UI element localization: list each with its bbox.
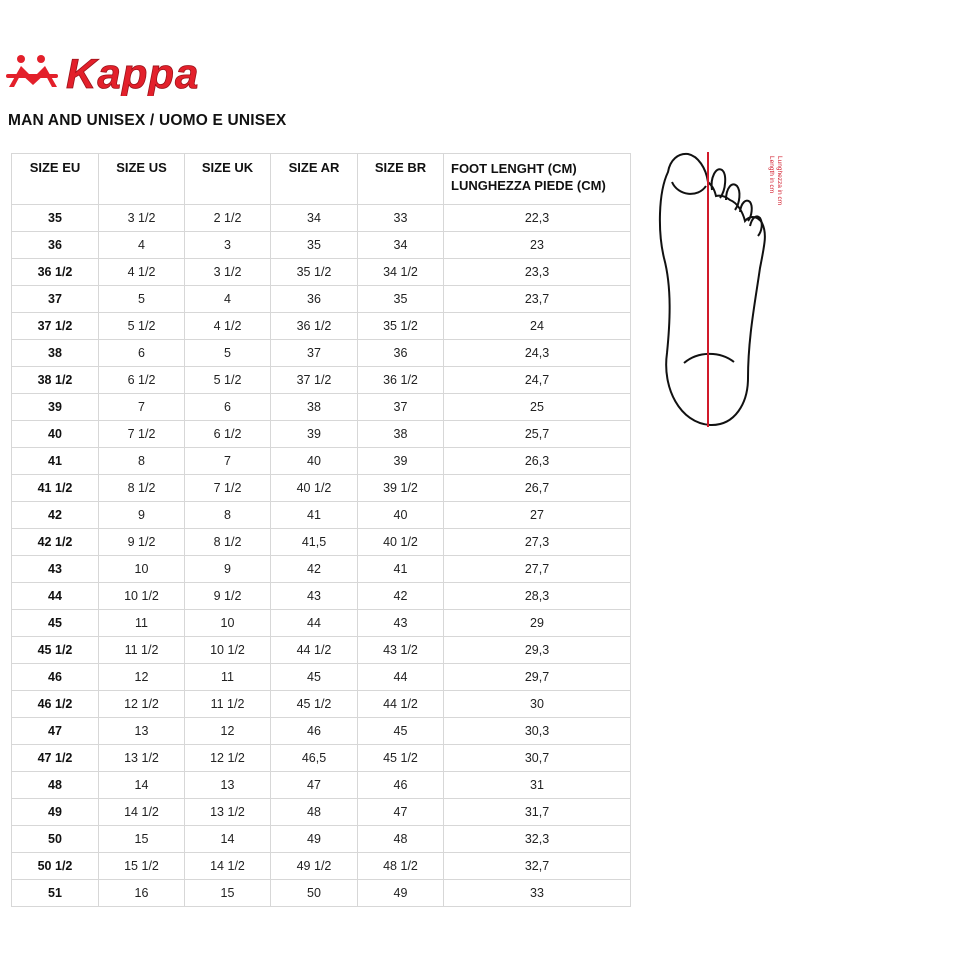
cell-size-us: 14 (99, 772, 185, 799)
cell-size-uk: 10 (185, 610, 271, 637)
header-size-eu: SIZE EU (12, 154, 99, 205)
cell-size-us: 13 (99, 718, 185, 745)
cell-size-br: 39 1/2 (358, 475, 444, 502)
cell-size-ar: 45 (271, 664, 358, 691)
cell-size-br: 44 1/2 (358, 691, 444, 718)
table-row (12, 610, 631, 637)
cell-size-ar: 41,5 (271, 529, 358, 556)
cell-size-ar: 35 (271, 232, 358, 259)
cell-size-ar: 37 (271, 340, 358, 367)
cell-size-ar: 48 (271, 799, 358, 826)
cell-size-eu: 36 1/2 (12, 259, 99, 286)
cell-size-ar: 50 (271, 880, 358, 907)
cell-size-br: 49 (358, 880, 444, 907)
header-size-us: SIZE US (99, 154, 185, 205)
cell-size-eu: 47 (12, 718, 99, 745)
table-row (12, 826, 631, 853)
cell-size-us: 15 (99, 826, 185, 853)
cell-foot-length: 28,3 (444, 583, 631, 610)
header-size-br: SIZE BR (358, 154, 444, 205)
cell-size-br: 33 (358, 205, 444, 232)
cell-size-br: 38 (358, 421, 444, 448)
cell-size-br: 36 (358, 340, 444, 367)
cell-size-ar: 36 (271, 286, 358, 313)
cell-size-uk: 4 (185, 286, 271, 313)
cell-size-br: 44 (358, 664, 444, 691)
cell-size-us: 10 1/2 (99, 583, 185, 610)
cell-size-br: 41 (358, 556, 444, 583)
cell-size-uk: 2 1/2 (185, 205, 271, 232)
cell-foot-length: 31 (444, 772, 631, 799)
cell-size-uk: 11 (185, 664, 271, 691)
cell-foot-length: 24,7 (444, 367, 631, 394)
cell-size-uk: 13 1/2 (185, 799, 271, 826)
cell-size-us: 13 1/2 (99, 745, 185, 772)
cell-size-us: 16 (99, 880, 185, 907)
cell-size-uk: 3 (185, 232, 271, 259)
cell-foot-length: 24,3 (444, 340, 631, 367)
cell-size-us: 7 1/2 (99, 421, 185, 448)
cell-size-br: 36 1/2 (358, 367, 444, 394)
cell-size-eu: 39 (12, 394, 99, 421)
cell-size-uk: 8 1/2 (185, 529, 271, 556)
table-row (12, 529, 631, 556)
cell-size-uk: 14 (185, 826, 271, 853)
cell-size-us: 7 (99, 394, 185, 421)
cell-size-br: 47 (358, 799, 444, 826)
cell-foot-length: 26,7 (444, 475, 631, 502)
table-row (12, 259, 631, 286)
cell-size-br: 34 (358, 232, 444, 259)
cell-size-br: 34 1/2 (358, 259, 444, 286)
cell-size-ar: 49 1/2 (271, 853, 358, 880)
cell-size-eu: 45 (12, 610, 99, 637)
size-table-body (12, 205, 631, 907)
cell-size-br: 40 1/2 (358, 529, 444, 556)
cell-foot-length: 26,3 (444, 448, 631, 475)
cell-size-br: 37 (358, 394, 444, 421)
table-row (12, 448, 631, 475)
table-row (12, 232, 631, 259)
cell-size-eu: 44 (12, 583, 99, 610)
cell-foot-length: 29,7 (444, 664, 631, 691)
cell-size-uk: 9 1/2 (185, 583, 271, 610)
header-foot-length (444, 154, 631, 205)
cell-size-uk: 8 (185, 502, 271, 529)
cell-size-us: 6 1/2 (99, 367, 185, 394)
cell-foot-length: 30 (444, 691, 631, 718)
cell-size-uk: 7 1/2 (185, 475, 271, 502)
cell-size-br: 42 (358, 583, 444, 610)
cell-size-eu: 46 (12, 664, 99, 691)
cell-size-ar: 37 1/2 (271, 367, 358, 394)
cell-foot-length: 23,3 (444, 259, 631, 286)
cell-size-br: 46 (358, 772, 444, 799)
table-row (12, 583, 631, 610)
table-row (12, 205, 631, 232)
cell-size-eu: 47 1/2 (12, 745, 99, 772)
cell-size-br: 35 (358, 286, 444, 313)
cell-size-us: 6 (99, 340, 185, 367)
cell-size-uk: 3 1/2 (185, 259, 271, 286)
cell-size-eu: 42 (12, 502, 99, 529)
table-row (12, 664, 631, 691)
cell-size-eu: 41 1/2 (12, 475, 99, 502)
cell-size-uk: 6 (185, 394, 271, 421)
section-title: MAN AND UNISEX / UOMO E UNISEX (8, 112, 287, 129)
header-size-uk: SIZE UK (185, 154, 271, 205)
cell-size-ar: 36 1/2 (271, 313, 358, 340)
cell-size-us: 11 (99, 610, 185, 637)
cell-size-us: 9 (99, 502, 185, 529)
table-header-row (12, 154, 631, 205)
cell-size-ar: 46,5 (271, 745, 358, 772)
cell-size-ar: 35 1/2 (271, 259, 358, 286)
table-row (12, 421, 631, 448)
cell-size-uk: 14 1/2 (185, 853, 271, 880)
cell-size-us: 9 1/2 (99, 529, 185, 556)
kappa-wordmark: Kappa (66, 50, 200, 96)
cell-size-us: 3 1/2 (99, 205, 185, 232)
cell-size-ar: 46 (271, 718, 358, 745)
caption-length-en: Length in cm (768, 156, 775, 194)
cell-size-ar: 45 1/2 (271, 691, 358, 718)
cell-size-us: 12 1/2 (99, 691, 185, 718)
cell-size-us: 8 1/2 (99, 475, 185, 502)
table-row (12, 691, 631, 718)
cell-foot-length: 27,7 (444, 556, 631, 583)
cell-foot-length: 23 (444, 232, 631, 259)
cell-size-ar: 43 (271, 583, 358, 610)
cell-size-eu: 50 (12, 826, 99, 853)
cell-foot-length: 23,7 (444, 286, 631, 313)
cell-size-uk: 6 1/2 (185, 421, 271, 448)
cell-size-eu: 42 1/2 (12, 529, 99, 556)
table-row (12, 286, 631, 313)
cell-size-ar: 49 (271, 826, 358, 853)
cell-size-us: 12 (99, 664, 185, 691)
cell-size-br: 48 (358, 826, 444, 853)
size-chart-table (11, 153, 631, 907)
cell-size-eu: 37 (12, 286, 99, 313)
cell-size-uk: 9 (185, 556, 271, 583)
table-row (12, 772, 631, 799)
cell-size-uk: 11 1/2 (185, 691, 271, 718)
cell-size-us: 11 1/2 (99, 637, 185, 664)
header-size-ar: SIZE AR (271, 154, 358, 205)
cell-size-eu: 36 (12, 232, 99, 259)
cell-size-eu: 46 1/2 (12, 691, 99, 718)
cell-size-ar: 44 1/2 (271, 637, 358, 664)
length-caption (766, 154, 790, 214)
table-row (12, 502, 631, 529)
table-row (12, 394, 631, 421)
cell-size-us: 4 (99, 232, 185, 259)
cell-size-us: 5 1/2 (99, 313, 185, 340)
cell-size-uk: 7 (185, 448, 271, 475)
cell-size-us: 14 1/2 (99, 799, 185, 826)
cell-size-ar: 40 1/2 (271, 475, 358, 502)
header-foot-length-it: LUNGHEZZA PIEDE (CM) (451, 178, 606, 193)
table-row (12, 718, 631, 745)
cell-size-br: 43 1/2 (358, 637, 444, 664)
cell-foot-length: 33 (444, 880, 631, 907)
cell-foot-length: 22,3 (444, 205, 631, 232)
cell-size-uk: 4 1/2 (185, 313, 271, 340)
cell-foot-length: 27,3 (444, 529, 631, 556)
cell-size-eu: 35 (12, 205, 99, 232)
cell-size-uk: 13 (185, 772, 271, 799)
cell-size-us: 15 1/2 (99, 853, 185, 880)
cell-size-ar: 41 (271, 502, 358, 529)
table-row (12, 340, 631, 367)
caption-length-it: Lunghezza in cm (776, 156, 783, 206)
omini-icon (6, 55, 58, 87)
cell-size-eu: 51 (12, 880, 99, 907)
cell-size-eu: 40 (12, 421, 99, 448)
cell-foot-length: 29,3 (444, 637, 631, 664)
cell-size-br: 43 (358, 610, 444, 637)
cell-size-ar: 44 (271, 610, 358, 637)
table-row (12, 745, 631, 772)
cell-size-eu: 48 (12, 772, 99, 799)
table-row (12, 367, 631, 394)
cell-size-eu: 38 (12, 340, 99, 367)
table-row (12, 880, 631, 907)
table-row (12, 556, 631, 583)
cell-foot-length: 25,7 (444, 421, 631, 448)
cell-size-uk: 15 (185, 880, 271, 907)
cell-size-ar: 40 (271, 448, 358, 475)
cell-size-eu: 41 (12, 448, 99, 475)
cell-size-us: 4 1/2 (99, 259, 185, 286)
cell-size-uk: 5 1/2 (185, 367, 271, 394)
cell-size-ar: 38 (271, 394, 358, 421)
cell-foot-length: 31,7 (444, 799, 631, 826)
cell-size-br: 39 (358, 448, 444, 475)
cell-foot-length: 25 (444, 394, 631, 421)
cell-size-ar: 47 (271, 772, 358, 799)
cell-size-us: 8 (99, 448, 185, 475)
cell-size-br: 48 1/2 (358, 853, 444, 880)
table-row (12, 313, 631, 340)
cell-foot-length: 27 (444, 502, 631, 529)
cell-foot-length: 32,7 (444, 853, 631, 880)
cell-size-eu: 43 (12, 556, 99, 583)
header-foot-length-en: FOOT LENGHT (CM) (451, 161, 577, 176)
cell-foot-length: 32,3 (444, 826, 631, 853)
cell-size-us: 5 (99, 286, 185, 313)
cell-size-ar: 39 (271, 421, 358, 448)
table-row (12, 637, 631, 664)
cell-size-eu: 45 1/2 (12, 637, 99, 664)
cell-foot-length: 30,7 (444, 745, 631, 772)
cell-size-br: 40 (358, 502, 444, 529)
cell-size-br: 45 (358, 718, 444, 745)
cell-size-eu: 50 1/2 (12, 853, 99, 880)
cell-foot-length: 30,3 (444, 718, 631, 745)
cell-size-uk: 12 1/2 (185, 745, 271, 772)
cell-size-us: 10 (99, 556, 185, 583)
cell-size-br: 45 1/2 (358, 745, 444, 772)
cell-size-uk: 12 (185, 718, 271, 745)
cell-foot-length: 24 (444, 313, 631, 340)
cell-size-eu: 38 1/2 (12, 367, 99, 394)
cell-size-uk: 5 (185, 340, 271, 367)
cell-size-ar: 42 (271, 556, 358, 583)
table-row (12, 799, 631, 826)
table-row (12, 475, 631, 502)
kappa-logo (6, 50, 256, 96)
cell-size-br: 35 1/2 (358, 313, 444, 340)
cell-size-eu: 49 (12, 799, 99, 826)
cell-size-uk: 10 1/2 (185, 637, 271, 664)
cell-size-ar: 34 (271, 205, 358, 232)
cell-size-eu: 37 1/2 (12, 313, 99, 340)
cell-foot-length: 29 (444, 610, 631, 637)
table-row (12, 853, 631, 880)
